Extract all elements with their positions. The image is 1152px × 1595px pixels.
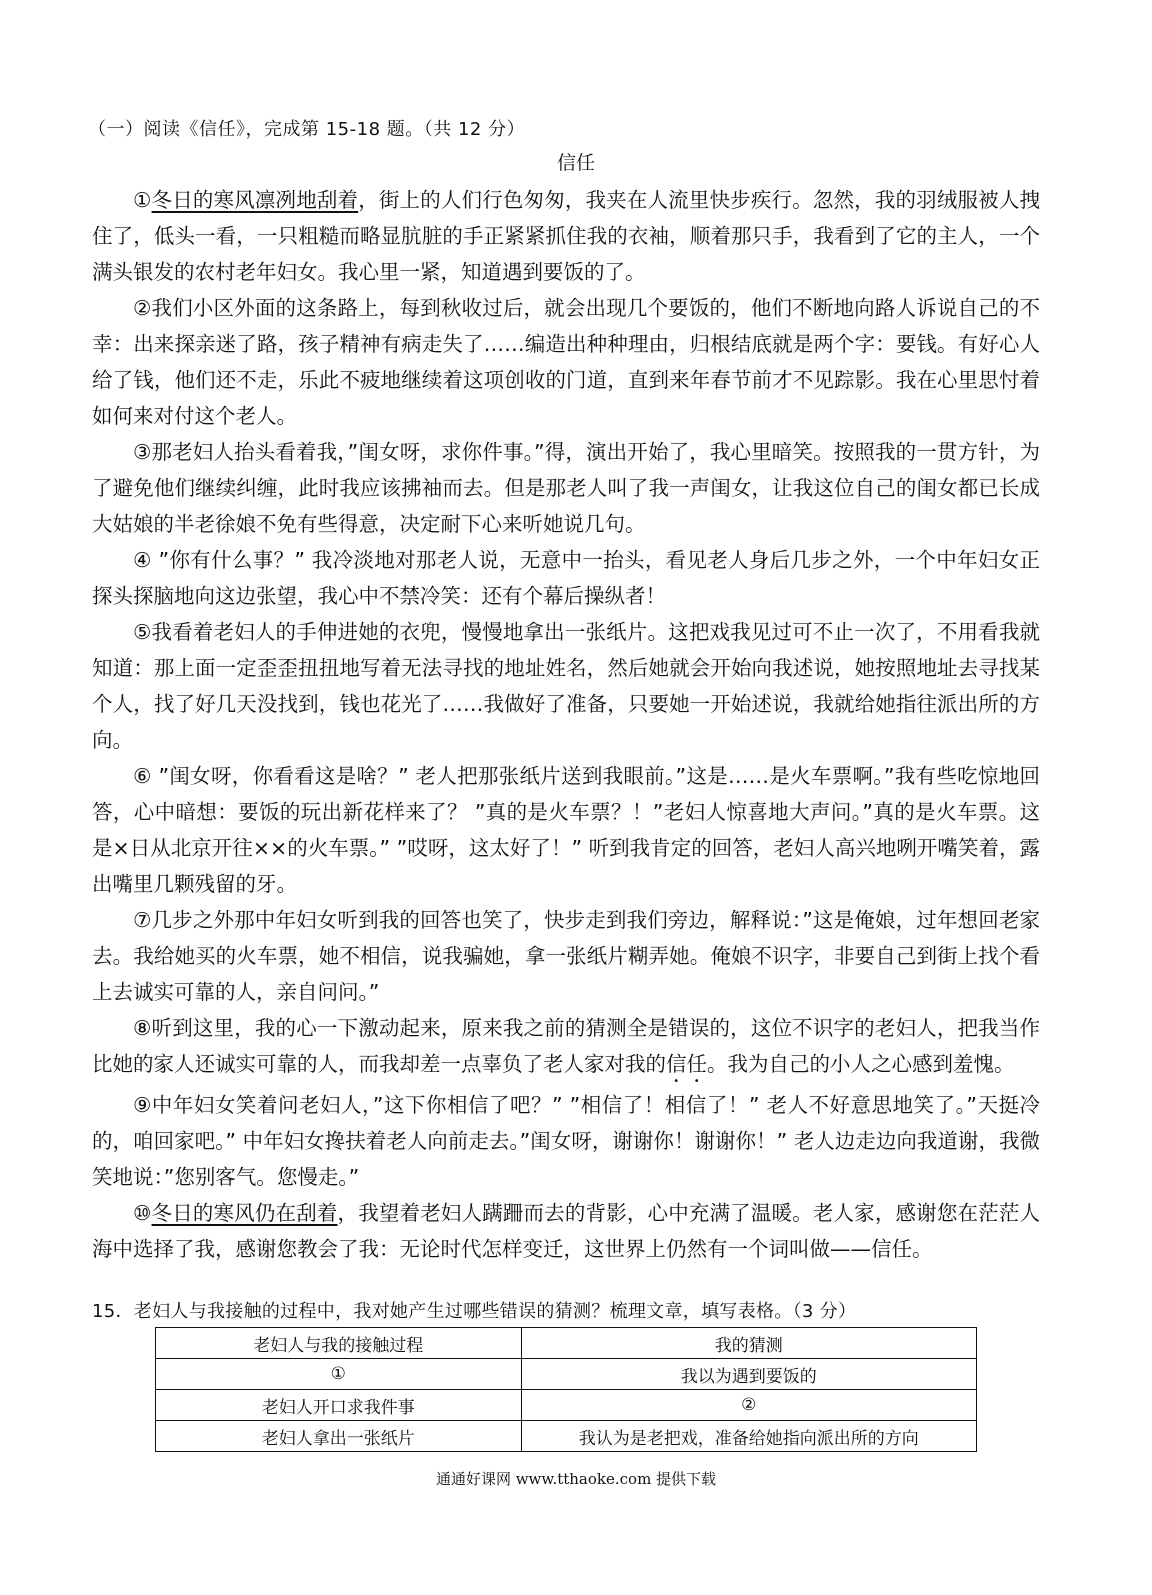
paragraph-text: ⑧听到这里，我的心一下激动起来，原来我之前的猜测全是错误的，这位不识字的老妇人，把我当作比她的家人还诚实可靠的人，而我却差一点辜负了老人家对我的 (92, 1016, 1040, 1076)
paragraph-text: ，街上的人们行色匆匆，我夹在人流里快步疾行。忽然，我的羽绒服被人拽住了，低头一看，一只粗糙而略显肮脏的手正紧紧抓住我的衣袖，顺着那只手，我看到了它的主人，一个满头银发的农村老年妇女。我心里一紧，知道遇到要饭的了。 (92, 188, 1040, 284)
table-cell: 我以为遇到要饭的 (521, 1359, 976, 1390)
paragraph-4: ④ ”你有什么事？” 我冷淡地对那老人说，无意中一抬头，看见老人身后几步之外，一个中年妇女正探头探脑地向这边张望，我心中不禁冷笑：还有个幕后操纵者！ (92, 548, 1040, 608)
paragraph-5: ⑤我看着老妇人的手伸进她的衣兜，慢慢地拿出一张纸片。这把戏我见过可不止一次了，不用看我就知道：那上面一定歪歪扭扭地写着无法寻找的地址姓名，然后她就会开始向我述说，她按照地址去寻找某个人，找了好几天没找到，钱也花光了……我做好了准备，只要她一开始述说，我就给她指往派出所的方向。 (92, 620, 1040, 752)
paragraph-number: ① (133, 188, 152, 212)
section-heading: （一）阅读《信任》，完成第 15-18 题。（共 12 分） (88, 119, 526, 140)
question-15: 15．老妇人与我接触的过程中，我对她产生过哪些错误的猜测？梳理文章，填写表格。（3 分） (92, 1301, 857, 1322)
underlined-phrase: 冬日的寒风仍在刮着 (151, 1201, 338, 1225)
table-row (156, 1359, 977, 1390)
emphasized-word: 信任 (666, 1052, 707, 1076)
paragraph-8 (92, 1010, 1040, 1087)
paragraph-text: 。我为自己的小人之心感到羞愧。 (707, 1052, 1015, 1076)
paragraph-2: ②我们小区外面的这条路上，每到秋收过后，就会出现几个要饭的，他们不断地向路人诉说自己的不幸：出来探亲迷了路，孩子精神有病走失了……编造出种种理由，归根结底就是两个字：要钱。有好心人给了钱，他们还不走，乐此不疲地继续着这项创收的门道，直到来年春节前才不见踪影。我在心里思忖着如何来对付这个老人。 (92, 296, 1040, 428)
paragraph-10 (92, 1195, 1040, 1267)
paragraph-3: ③那老妇人抬头看着我，”闺女呀，求你件事。”得，演出开始了，我心里暗笑。按照我的一贯方针，为了避免他们继续纠缠，此时我应该拂袖而去。但是那老人叫了我一声闺女，让我这位自己的闺女都已长成大姑娘的半老徐娘不免有些得意，决定耐下心来听她说几句。 (92, 440, 1040, 536)
table-row (156, 1390, 977, 1421)
table-cell: ① (156, 1359, 522, 1390)
paragraph-text: ，我望着老妇人蹒跚而去的背影，心中充满了温暖。老人家，感谢您在茫茫人海中选择了我，感谢您教会了我：无论时代怎样变迁，这世界上仍然有一个词叫做——信任。 (92, 1201, 1041, 1261)
table-cell: 我认为是老把戏，准备给她指向派出所的方向 (521, 1421, 976, 1452)
table-header-row (156, 1328, 977, 1359)
table-header-cell: 老妇人与我的接触过程 (156, 1328, 522, 1359)
paragraph-1 (92, 182, 1040, 290)
paragraph-number: ⑩ (133, 1201, 152, 1225)
paragraph-9: ⑨中年妇女笑着问老妇人，”这下你相信了吧？” ”相信了！相信了！” 老人不好意思地笑了。”天挺冷的，咱回家吧。” 中年妇女搀扶着老人向前走去。”闺女呀，谢谢你！谢谢你！” 老人边走边向我道谢，我微笑地说：”您别客气。您慢走。” (92, 1093, 1040, 1189)
table-cell: 老妇人拿出一张纸片 (156, 1421, 522, 1452)
underlined-phrase: 冬日的寒风凛冽地刮着 (151, 188, 359, 212)
table-header-cell: 我的猜测 (521, 1328, 976, 1359)
table-cell: 老妇人开口求我件事 (156, 1390, 522, 1421)
paragraph-7: ⑦几步之外那中年妇女听到我的回答也笑了，快步走到我们旁边，解释说：”这是俺娘，过年想回老家去。我给她买的火车票，她不相信，说我骗她，拿一张纸片糊弄她。俺娘不识字，非要自己到街上找个看上去诚实可靠的人，亲自问问。” (92, 908, 1040, 1004)
page-footer: 通通好课网 www.tthaoke.com 提供下载 (435, 1470, 717, 1488)
article-body (92, 182, 1040, 1267)
paragraph-6: ⑥ ”闺女呀，你看看这是啥？” 老人把那张纸片送到我眼前。”这是……是火车票啊。”我有些吃惊地回答，心中暗想：要饭的玩出新花样来了？ ”真的是火车票？！”老妇人惊喜地大声问。”真的是火车票。这是×日从北京开往××的火车票。” ”哎呀，这太好了！” 听到我肯定的回答，老妇人高兴地咧开嘴笑着，露出嘴里几颗残留的牙。 (92, 764, 1040, 896)
table-row (156, 1421, 977, 1452)
table-cell: ② (521, 1390, 976, 1421)
answer-table (155, 1327, 977, 1452)
article-title: 信任 (556, 152, 595, 174)
